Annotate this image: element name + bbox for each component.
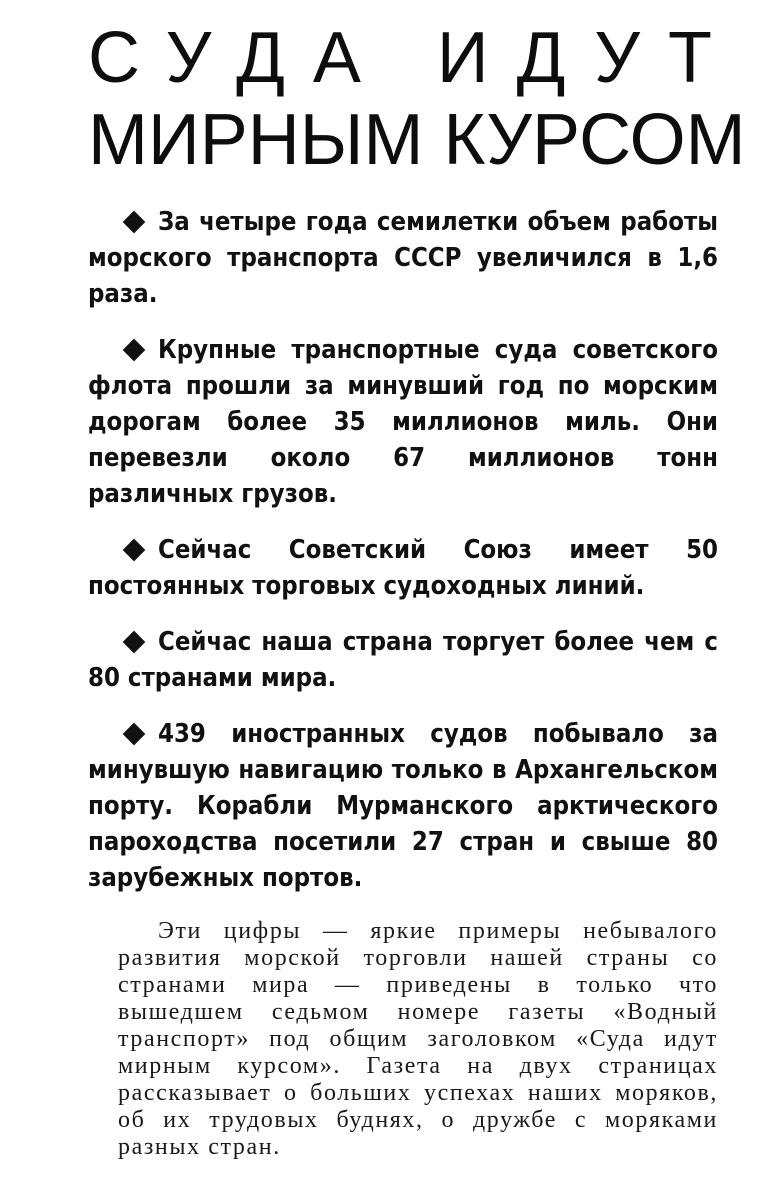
closing-note: Эти цифры — яркие примеры небывалого развития морской торговли нашей страны со странами мира — приведены в только что вышедшем седьмом номере газеты «Водный транспорт» под общим заголовком «Суда идут мирным курсом». Газета на двух страницах рассказывает о больших успехах наших моряков, об их трудовых буднях, о дружбе с моряками разных стран.: [118, 918, 718, 1160]
headline: [88, 18, 746, 180]
headline-line-2: МИРНЫМ КУРСОМ: [88, 100, 746, 180]
facts-list: [88, 204, 718, 896]
fact-item: [88, 624, 718, 696]
article: [88, 18, 746, 1185]
fact-item: [88, 332, 718, 512]
fact-item: [88, 532, 718, 604]
headline-line-1: СУДА ИДУТ: [88, 18, 740, 98]
fact-item: [88, 716, 718, 896]
fact-item: [88, 204, 718, 312]
fact-text: За четыре года семилетки объем работы морского транспорта СССР увеличился в 1,6 раза.: [88, 207, 718, 309]
fact-text: Сейчас Советский Союз имеет 50 постоянных торговых судоходных линий.: [88, 535, 718, 601]
fact-text: Сейчас наша страна торгует более чем с 80 странами мира.: [88, 627, 718, 693]
fact-text: Крупные транспортные суда советского флота прошли за минувший год по морским дорогам более 35 миллионов миль. Они перевезли около 67 миллионов тонн различных грузов.: [88, 335, 718, 509]
fact-text: 439 иностранных судов побывало за минувшую навигацию только в Архангельском порту. Корабли Мурманского арктического пароходства посетили 27 стран и свыше 80 зарубежных портов.: [88, 719, 718, 893]
